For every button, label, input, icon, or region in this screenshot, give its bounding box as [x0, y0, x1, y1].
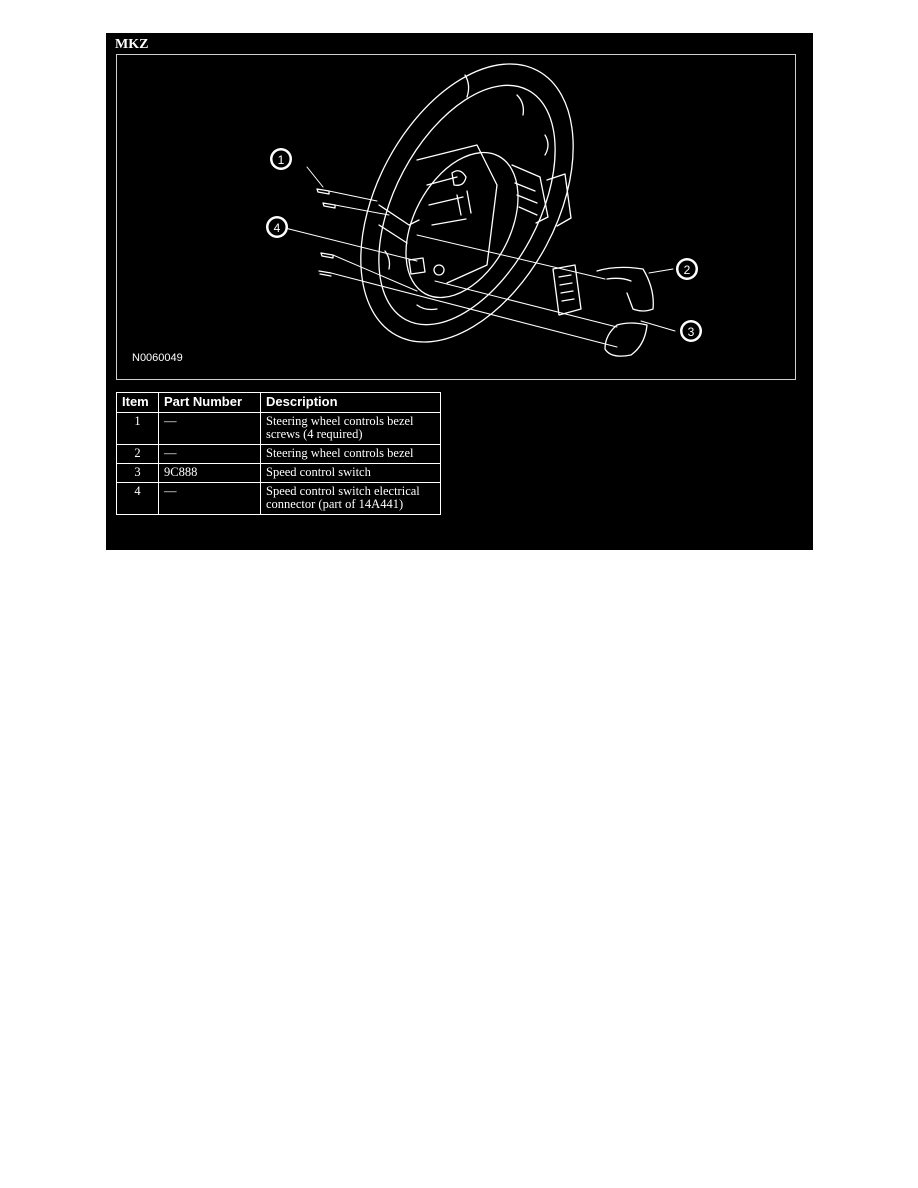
- table-row: [117, 483, 441, 515]
- part-number-cell: —: [159, 483, 261, 515]
- column-header-item: Item: [117, 393, 159, 413]
- svg-text:2: 2: [683, 263, 691, 277]
- table-row: [117, 445, 441, 464]
- description-cell: Steering wheel controls bezel: [261, 445, 441, 464]
- callout-3: [680, 320, 702, 342]
- item-cell: 4: [117, 483, 159, 515]
- callout-4: [266, 216, 288, 238]
- controls-bezel: [597, 267, 653, 356]
- svg-text:1: 1: [277, 153, 285, 167]
- switch-pods: [379, 165, 571, 243]
- part-number-cell: —: [159, 413, 261, 445]
- bezel-screws: [317, 189, 335, 276]
- figure-frame: [116, 54, 796, 380]
- item-cell: 3: [117, 464, 159, 483]
- part-number-cell: —: [159, 445, 261, 464]
- parts-table: [116, 392, 441, 515]
- table-row: [117, 464, 441, 483]
- item-cell: 2: [117, 445, 159, 464]
- callout-2: [676, 258, 698, 280]
- callout-1: [270, 148, 292, 170]
- item-cell: 1: [117, 413, 159, 445]
- description-cell: Speed control switch: [261, 464, 441, 483]
- column-header-part-number: Part Number: [159, 393, 261, 413]
- diagram-panel: [106, 33, 813, 550]
- steering-wheel-rim: [317, 55, 617, 378]
- svg-text:4: 4: [273, 221, 281, 235]
- svg-text:3: 3: [687, 325, 695, 339]
- steering-wheel-illustration: [117, 55, 795, 379]
- part-number-cell: 9C888: [159, 464, 261, 483]
- column-header-description: Description: [261, 393, 441, 413]
- leader-lines: [281, 167, 675, 347]
- section-title: MKZ: [115, 37, 149, 52]
- description-cell: Speed control switch electrical connector (part of 14A441): [261, 483, 441, 515]
- table-header-row: [117, 393, 441, 413]
- description-cell: Steering wheel controls bezel screws (4 required): [261, 413, 441, 445]
- figure-id: N0060049: [132, 352, 183, 364]
- table-row: [117, 413, 441, 445]
